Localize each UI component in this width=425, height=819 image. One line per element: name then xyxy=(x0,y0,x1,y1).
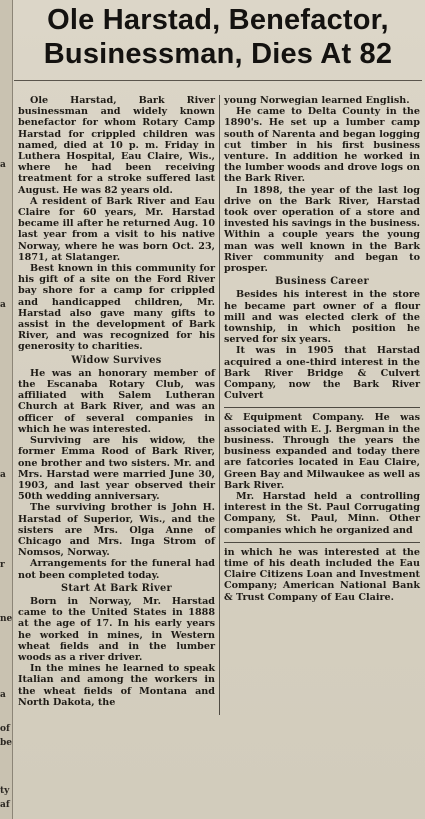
fragment-word: of xyxy=(0,724,10,734)
paragraph: Surviving are his widow, the former Emma Rood of Bark River, one brother and two sisters. Mr. and Mrs. Harstad were married June 30, 1903, and last year observed their 50th wedding anniversary. xyxy=(18,435,215,503)
paragraph: young Norwegian learned English. xyxy=(224,95,410,106)
section-break-rule xyxy=(224,542,420,543)
fragment-word: be xyxy=(0,738,12,748)
article-column-left xyxy=(18,95,215,708)
adjacent-column-fragment xyxy=(0,0,13,819)
paragraph: Besides his interest in the store he became part owner of a flour mill and was elected clerk of the township, in which position he served for six years. xyxy=(224,289,420,346)
section-break-rule xyxy=(224,407,420,408)
paragraph: Best known in this community for his gift of a site on the Ford River bay shore for a camp for crippled and handicapped children, Mr. Harstad also gave many gifts to assist in the development of Bark River, and was recognized for his generosity to charities. xyxy=(18,263,215,353)
headline-rule xyxy=(14,80,422,81)
paragraph: He came to Delta County in the 1890's. He set up a lumber camp south of Narenta and began logging cut timber in his first business venture. In addition he worked in the lumber woods and drove logs on the Bark River. xyxy=(224,106,420,185)
fragment-word: ty xyxy=(0,786,10,796)
subheading: Widow Survives xyxy=(71,354,162,366)
paragraph: In the mines he learned to speak Italian and among the workers in the wheat fields of Montana and North Dakota, the xyxy=(18,663,215,708)
paragraph: In 1898, the year of the last log drive on the Bark River, Harstad took over operation of a store and invested his savings in the business. Within a couple years the young man was well known in the Bark River community and began to prosper. xyxy=(224,184,420,275)
fragment-word: ne xyxy=(0,614,12,624)
fragment-word: af xyxy=(0,800,10,810)
article-column-right xyxy=(224,95,420,603)
paragraph: The surviving brother is John H. Harstad of Superior, Wis., and the sisters are Mrs. Olga Anne of Chicago and Mrs. Inga Strom of Nomsos, Norway. xyxy=(18,502,215,559)
paragraph: Arrangements for the funeral had not been completed today. xyxy=(18,558,215,581)
fragment-word: a xyxy=(0,160,6,170)
headline: Ole Harstad, Benefactor, Businessman, Dies At 82 xyxy=(43,4,393,70)
subheading: Business Career xyxy=(275,276,369,288)
paragraph: Mr. Harstad held a controlling interest in the St. Paul Corrugating Company, St. Paul, Minn. Other companies which he organized and xyxy=(224,490,420,536)
column-divider xyxy=(219,95,220,715)
fragment-word: a xyxy=(0,470,6,480)
paragraph: & Equipment Company. He was associated with E. J. Bergman in the business. Through the years the business expanded and today there are fatcories located in Eau Claire, Green Bay and Milwaukee as well as Bark River. xyxy=(224,412,420,491)
paragraph: He was an honorary member of the Escanaba Rotary Club, was affiliated with Salem Lutheran Church at Bark River, and was an officer of several companies in which he was interested. xyxy=(18,367,215,435)
paragraph: A resident of Bark River and Eau Claire for 60 years, Mr. Harstad became ill after he returned Aug. 10 last year from a visit to his native Norway, where he was born Oct. 23, 1871, at Slatanger. xyxy=(18,195,215,263)
paragraph: Ole Harstad, Bark River businessman and widely known benefactor for whom Rotary Camp Harstad for crippled children was named, died at 10 p. m. Friday in Luthera Hospital, Eau Claire, Wis., where he had been receiving treatment for a stroke suffered last August. He was 82 years old. xyxy=(18,95,215,196)
fragment-word: a xyxy=(0,300,6,310)
paragraph: It was in 1905 that Harstad acquired a one-third interest in the Bark River Bridge & Culvert Company, now the Bark River Culvert xyxy=(224,345,420,402)
paragraph: Born in Norway, Mr. Harstad came to the United States in 1888 at the age of 17. In his early years he worked in mines, in Western wheat fields and in the lumber woods as a river driver. xyxy=(18,595,215,663)
fragment-word: a xyxy=(0,690,6,700)
subheading: Start At Bark River xyxy=(60,582,173,594)
fragment-word: r xyxy=(0,560,5,570)
paragraph: in which he was interested at the time of his death included the Eau Claire Citizens Loan and Investment Company; American National Bank & Trust Company of Eau Claire. xyxy=(224,546,420,603)
